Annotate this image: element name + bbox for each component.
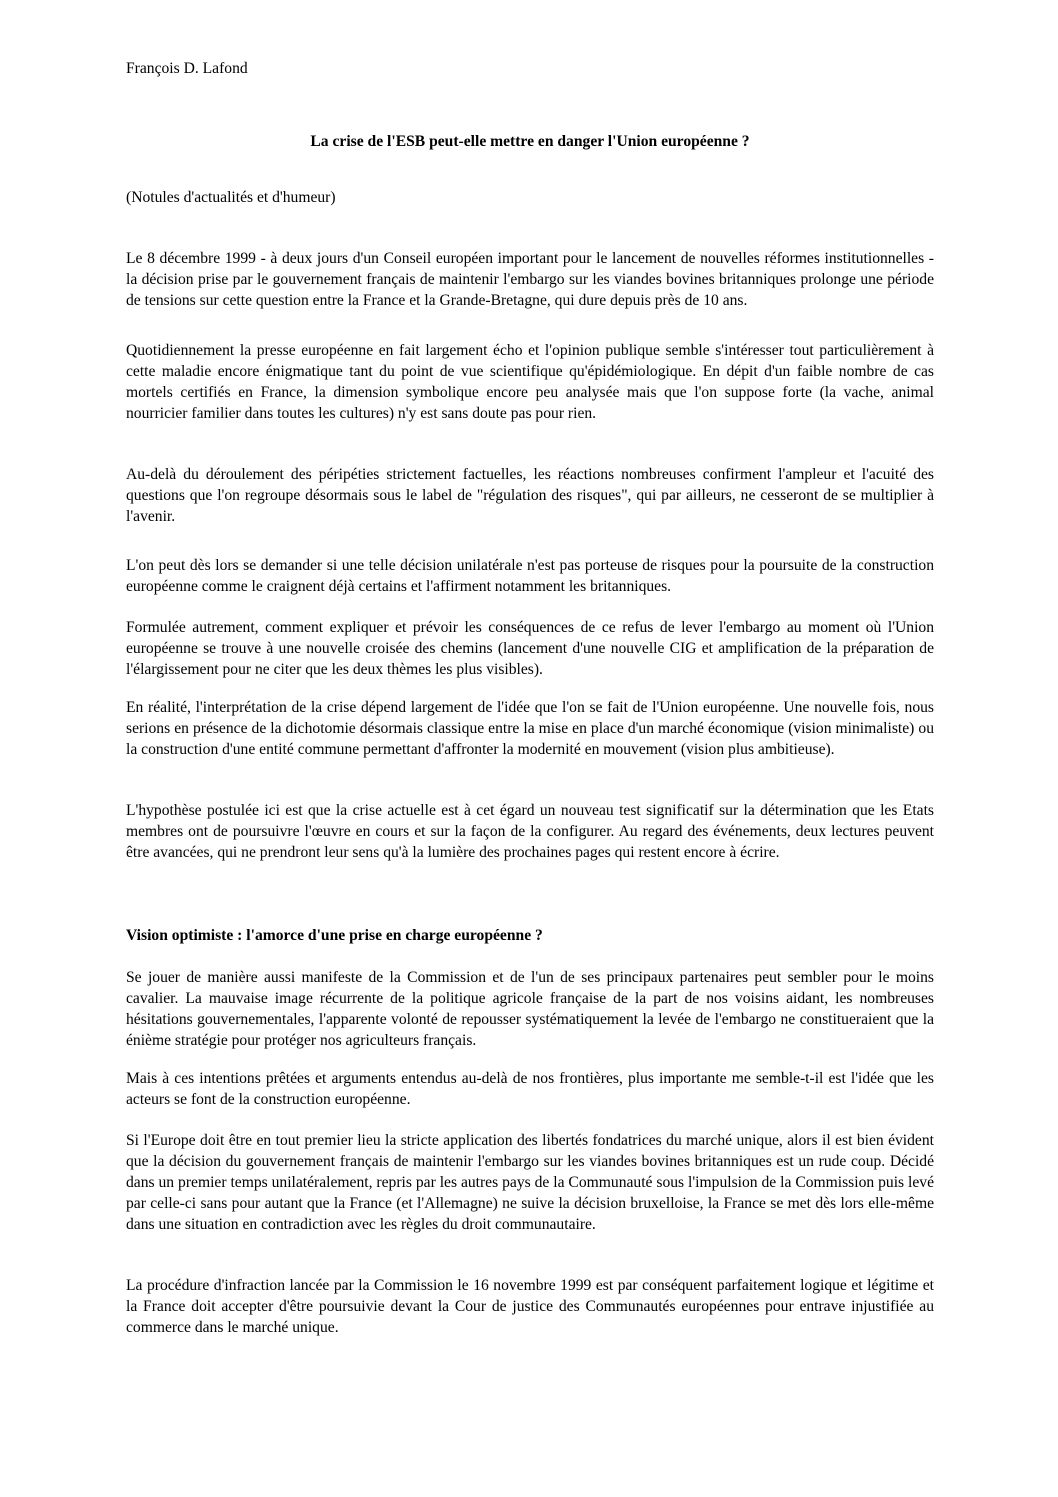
paragraph: Le 8 décembre 1999 - à deux jours d'un Conseil européen important pour le lancement de nouvelles réformes institutionnelles - la décision prise par le gouvernement français de maintenir l'embargo sur les viandes bovines britanniques prolonge une période de tensions sur cette question entre la France et la Grande-Bretagne, qui dure depuis près de 10 ans. — [126, 250, 934, 309]
paragraph: Mais à ces intentions prêtées et arguments entendus au-delà de nos frontières, plus importante me semble-t-il est l'idée que les acteurs se font de la construction européenne. — [126, 1070, 934, 1108]
author-name: François D. Lafond — [126, 60, 248, 77]
document-title: La crise de l'ESB peut-elle mettre en danger l'Union européenne ? — [310, 133, 750, 150]
paragraph: Formulée autrement, comment expliquer et prévoir les conséquences de ce refus de lever l'embargo au moment où l'Union européenne se trouve à une nouvelle croisée des chemins (lancement d'une nouvelle CIG et amplification de la préparation de l'élargissement pour ne citer que les deux thèmes les plus visibles). — [126, 619, 934, 678]
document-subtitle: (Notules d'actualités et d'humeur) — [126, 189, 336, 206]
paragraph: Quotidiennement la presse européenne en fait largement écho et l'opinion publique semble s'intéresser tout particulièrement à cette maladie encore énigmatique tant du point de vue scientifique qu'épidémiologique. En dépit d'un faible nombre de cas mortels certifiés en France, la dimension symbolique encore peu analysée mais que l'on suppose forte (la vache, animal nourricier familier dans toutes les cultures) n'y est sans doute pas pour rien. — [126, 342, 934, 422]
paragraph: L'hypothèse postulée ici est que la crise actuelle est à cet égard un nouveau test significatif sur la détermination que les Etats membres ont de poursuivre l'œuvre en cours et sur la façon de la configurer. Au regard des événements, deux lectures peuvent être avancées, qui ne prendront leur sens qu'à la lumière des prochaines pages qui restent encore à écrire. — [126, 802, 934, 861]
paragraph: Se jouer de manière aussi manifeste de la Commission et de l'un de ses principaux partenaires peut sembler pour le moins cavalier. La mauvaise image récurrente de la politique agricole française de la part de nos voisins aidant, les nombreuses hésitations gouvernementales, l'apparente volonté de repousser systématiquement la levée de l'embargo ne constitueraient que la énième stratégie pour protéger nos agriculteurs français. — [126, 969, 934, 1049]
paragraph: L'on peut dès lors se demander si une telle décision unilatérale n'est pas porteuse de risques pour la poursuite de la construction européenne comme le craignent déjà certains et l'affirment notamment les britanniques. — [126, 557, 934, 595]
section-heading: Vision optimiste : l'amorce d'une prise en charge européenne ? — [126, 927, 543, 944]
paragraph: Au-delà du déroulement des péripéties strictement factuelles, les réactions nombreuses confirment l'ampleur et l'acuité des questions que l'on regroupe désormais sous le label de "régulation des risques", qui par ailleurs, ne cesseront de se multiplier à l'avenir. — [126, 466, 934, 525]
paragraph: En réalité, l'interprétation de la crise dépend largement de l'idée que l'on se fait de l'Union européenne. Une nouvelle fois, nous serions en présence de la dichotomie désormais classique entre la mise en place d'un marché économique (vision minimaliste) ou la construction d'une entité commune permettant d'affronter la modernité en mouvement (vision plus ambitieuse). — [126, 699, 934, 758]
paragraph: La procédure d'infraction lancée par la Commission le 16 novembre 1999 est par conséquent parfaitement logique et légitime et la France doit accepter d'être poursuivie devant la Cour de justice des Communautés européennes pour entrave injustifiée au commerce dans le marché unique. — [126, 1277, 934, 1336]
paragraph: Si l'Europe doit être en tout premier lieu la stricte application des libertés fondatrices du marché unique, alors il est bien évident que la décision du gouvernement français de maintenir l'embargo sur les viandes bovines britanniques est un rude coup. Décidé dans un premier temps unilatéralement, repris par les autres pays de la Communauté sous l'impulsion de la Commission puis levé par celle-ci sans pour autant que la France (et l'Allemagne) ne suive la décision bruxelloise, la France se met dès lors elle-même dans une situation en contradiction avec les règles du droit communautaire. — [126, 1132, 934, 1233]
